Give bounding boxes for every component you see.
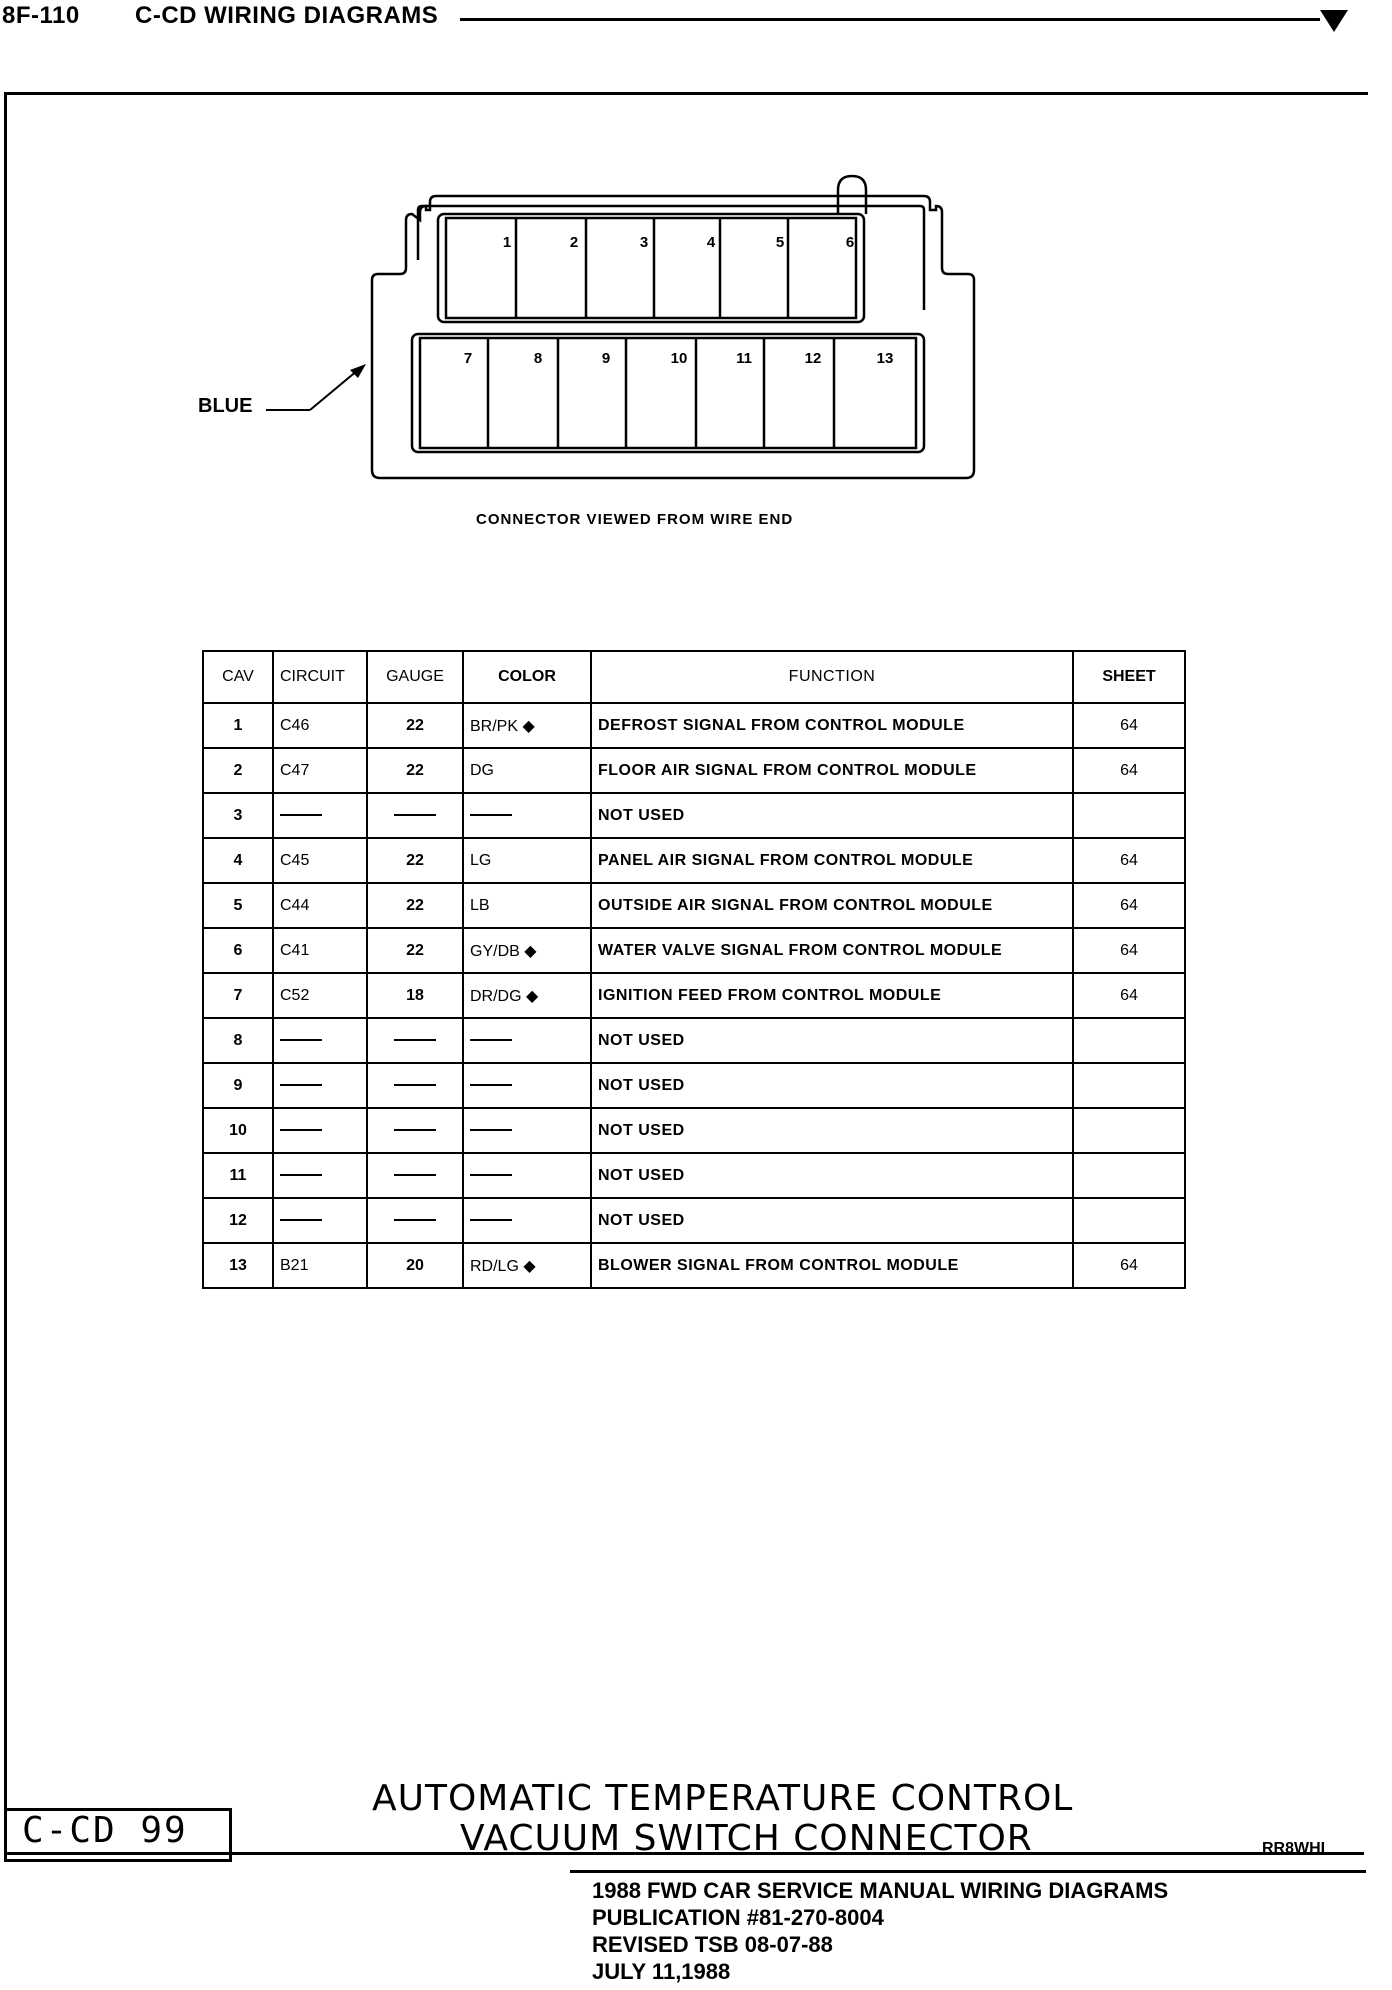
empty-dash	[470, 1219, 512, 1221]
cell-color	[463, 793, 591, 838]
table-row	[203, 883, 1185, 928]
cell-sheet: 64	[1073, 928, 1185, 973]
cell-cav: 5	[203, 883, 273, 928]
cell-circuit	[273, 793, 367, 838]
empty-dash	[394, 1129, 436, 1131]
cell-cav: 9	[203, 1063, 273, 1108]
cell-cav: 10	[203, 1108, 273, 1153]
table-row	[203, 838, 1185, 883]
cell-sheet: 64	[1073, 973, 1185, 1018]
cell-gauge	[367, 1153, 463, 1198]
cell-sheet: 64	[1073, 703, 1185, 748]
cell-color: DG	[463, 748, 591, 793]
cell-sheet	[1073, 1153, 1185, 1198]
cavity-number: 11	[736, 350, 752, 367]
section-title: C-CD WIRING DIAGRAMS	[135, 2, 439, 29]
cell-function: FLOOR AIR SIGNAL FROM CONTROL MODULE	[591, 748, 1073, 793]
connector-diagram	[370, 170, 990, 500]
cavity-number: 3	[639, 234, 649, 251]
cell-color	[463, 1198, 591, 1243]
header-circuit: CIRCUIT	[273, 651, 367, 703]
header-gauge: GAUGE	[367, 651, 463, 703]
table-row	[203, 1198, 1185, 1243]
publication-line: JULY 11,1988	[592, 1959, 731, 1984]
cell-function: NOT USED	[591, 1018, 1073, 1063]
cell-circuit: C45	[273, 838, 367, 883]
cell-color	[463, 1108, 591, 1153]
cell-sheet	[1073, 1108, 1185, 1153]
table-row	[203, 793, 1185, 838]
cell-function: NOT USED	[591, 1108, 1073, 1153]
cell-cav: 13	[203, 1243, 273, 1288]
cell-gauge: 22	[367, 928, 463, 973]
connector-inner-outline	[418, 206, 924, 310]
cell-sheet: 64	[1073, 883, 1185, 928]
cavity-number: 12	[804, 350, 822, 367]
cell-circuit: B21	[273, 1243, 367, 1288]
table-row	[203, 1243, 1185, 1288]
diagram-title-line-2: VACUUM SWITCH CONNECTOR	[460, 1818, 1033, 1859]
cell-function: NOT USED	[591, 1153, 1073, 1198]
cell-cav: 4	[203, 838, 273, 883]
cell-color	[463, 1153, 591, 1198]
cell-circuit	[273, 1018, 367, 1063]
empty-dash	[394, 814, 436, 816]
frame-top-border	[4, 92, 1368, 95]
cell-circuit: C46	[273, 703, 367, 748]
top-cavity-block	[438, 214, 864, 322]
cell-circuit: C47	[273, 748, 367, 793]
cavity-number: 8	[533, 350, 543, 367]
cell-gauge	[367, 1108, 463, 1153]
cell-cav: 8	[203, 1018, 273, 1063]
table-row	[203, 1063, 1185, 1108]
header-rule	[460, 18, 1320, 21]
cell-color	[463, 1018, 591, 1063]
diagram-title-line-1: AUTOMATIC TEMPERATURE CONTROL	[372, 1778, 1074, 1819]
empty-dash	[394, 1084, 436, 1086]
cavity-number: 7	[463, 350, 473, 367]
cell-circuit: C52	[273, 973, 367, 1018]
table-row	[203, 703, 1185, 748]
cavity-number: 4	[706, 234, 716, 251]
cavity-number: 9	[601, 350, 611, 367]
cell-gauge: 22	[367, 748, 463, 793]
cell-color: DR/DG ◆	[463, 973, 591, 1018]
cell-gauge: 22	[367, 838, 463, 883]
empty-dash	[394, 1174, 436, 1176]
cell-sheet: 64	[1073, 838, 1185, 883]
cell-color: BR/PK ◆	[463, 703, 591, 748]
header-color: COLOR	[463, 651, 591, 703]
cell-function: OUTSIDE AIR SIGNAL FROM CONTROL MODULE	[591, 883, 1073, 928]
cell-function: NOT USED	[591, 793, 1073, 838]
empty-dash	[280, 1129, 322, 1131]
publication-line: REVISED TSB 08-07-88	[592, 1932, 833, 1957]
publication-line: 1988 FWD CAR SERVICE MANUAL WIRING DIAGRAMS	[592, 1878, 1169, 1903]
cell-gauge: 18	[367, 973, 463, 1018]
cell-cav: 6	[203, 928, 273, 973]
empty-dash	[470, 1084, 512, 1086]
cavity-number: 6	[845, 234, 855, 251]
diagram-code: C-CD 99	[22, 1810, 188, 1851]
cell-sheet: 64	[1073, 748, 1185, 793]
top-cavity-inner	[446, 218, 856, 318]
cavity-number: 1	[502, 234, 512, 251]
cell-circuit	[273, 1063, 367, 1108]
header-function: FUNCTION	[591, 651, 1073, 703]
cavity-number: 13	[876, 350, 894, 367]
cell-function: PANEL AIR SIGNAL FROM CONTROL MODULE	[591, 838, 1073, 883]
cell-cav: 12	[203, 1198, 273, 1243]
header-sheet: SHEET	[1073, 651, 1185, 703]
leader-arrow-icon	[262, 360, 372, 420]
cell-circuit: C41	[273, 928, 367, 973]
cell-sheet	[1073, 1063, 1185, 1108]
table-row	[203, 973, 1185, 1018]
empty-dash	[280, 1219, 322, 1221]
cell-color: RD/LG ◆	[463, 1243, 591, 1288]
cell-cav: 1	[203, 703, 273, 748]
page-number: 8F-110	[2, 2, 80, 29]
empty-dash	[280, 1174, 322, 1176]
empty-dash	[394, 1219, 436, 1221]
cell-color: LB	[463, 883, 591, 928]
empty-dash	[470, 1174, 512, 1176]
table-header-row	[203, 651, 1185, 703]
cell-sheet	[1073, 1018, 1185, 1063]
wire-color-label: BLUE	[198, 395, 253, 417]
cell-function: DEFROST SIGNAL FROM CONTROL MODULE	[591, 703, 1073, 748]
cell-cav: 7	[203, 973, 273, 1018]
pinout-table	[202, 650, 1186, 1289]
cavity-number: 10	[670, 350, 688, 367]
cell-cav: 2	[203, 748, 273, 793]
cell-circuit	[273, 1108, 367, 1153]
cell-gauge	[367, 793, 463, 838]
cell-color: GY/DB ◆	[463, 928, 591, 973]
cell-function: IGNITION FEED FROM CONTROL MODULE	[591, 973, 1073, 1018]
publication-line: PUBLICATION #81-270-8004	[592, 1905, 884, 1930]
header-cav: CAV	[203, 651, 273, 703]
empty-dash	[280, 1084, 322, 1086]
footer-rule	[570, 1870, 1366, 1873]
cell-gauge: 22	[367, 883, 463, 928]
table-row	[203, 748, 1185, 793]
empty-dash	[470, 814, 512, 816]
cell-gauge	[367, 1198, 463, 1243]
table-row	[203, 1018, 1185, 1063]
cell-function: BLOWER SIGNAL FROM CONTROL MODULE	[591, 1243, 1073, 1288]
cell-gauge: 22	[367, 703, 463, 748]
cell-function: WATER VALVE SIGNAL FROM CONTROL MODULE	[591, 928, 1073, 973]
cell-sheet: 64	[1073, 1243, 1185, 1288]
cell-color: LG	[463, 838, 591, 883]
cell-circuit	[273, 1198, 367, 1243]
bottom-cavity-inner	[420, 338, 916, 448]
empty-dash	[280, 814, 322, 816]
frame-left-border	[4, 92, 7, 1854]
empty-dash	[470, 1039, 512, 1041]
empty-dash	[470, 1129, 512, 1131]
cell-circuit: C44	[273, 883, 367, 928]
empty-dash	[394, 1039, 436, 1041]
table-row	[203, 928, 1185, 973]
cell-sheet	[1073, 793, 1185, 838]
cell-circuit	[273, 1153, 367, 1198]
header-arrow-icon	[1320, 10, 1348, 32]
cell-cav: 11	[203, 1153, 273, 1198]
reference-code: RR8WHI	[1262, 1840, 1326, 1857]
connector-view-caption: CONNECTOR VIEWED FROM WIRE END	[476, 511, 794, 528]
cell-gauge	[367, 1063, 463, 1108]
cell-function: NOT USED	[591, 1063, 1073, 1108]
cavity-number: 2	[569, 234, 579, 251]
table-row	[203, 1153, 1185, 1198]
cell-cav: 3	[203, 793, 273, 838]
cell-color	[463, 1063, 591, 1108]
cell-sheet	[1073, 1198, 1185, 1243]
cell-function: NOT USED	[591, 1198, 1073, 1243]
cell-gauge	[367, 1018, 463, 1063]
cell-gauge: 20	[367, 1243, 463, 1288]
cavity-number: 5	[775, 234, 785, 251]
table-row	[203, 1108, 1185, 1153]
empty-dash	[280, 1039, 322, 1041]
